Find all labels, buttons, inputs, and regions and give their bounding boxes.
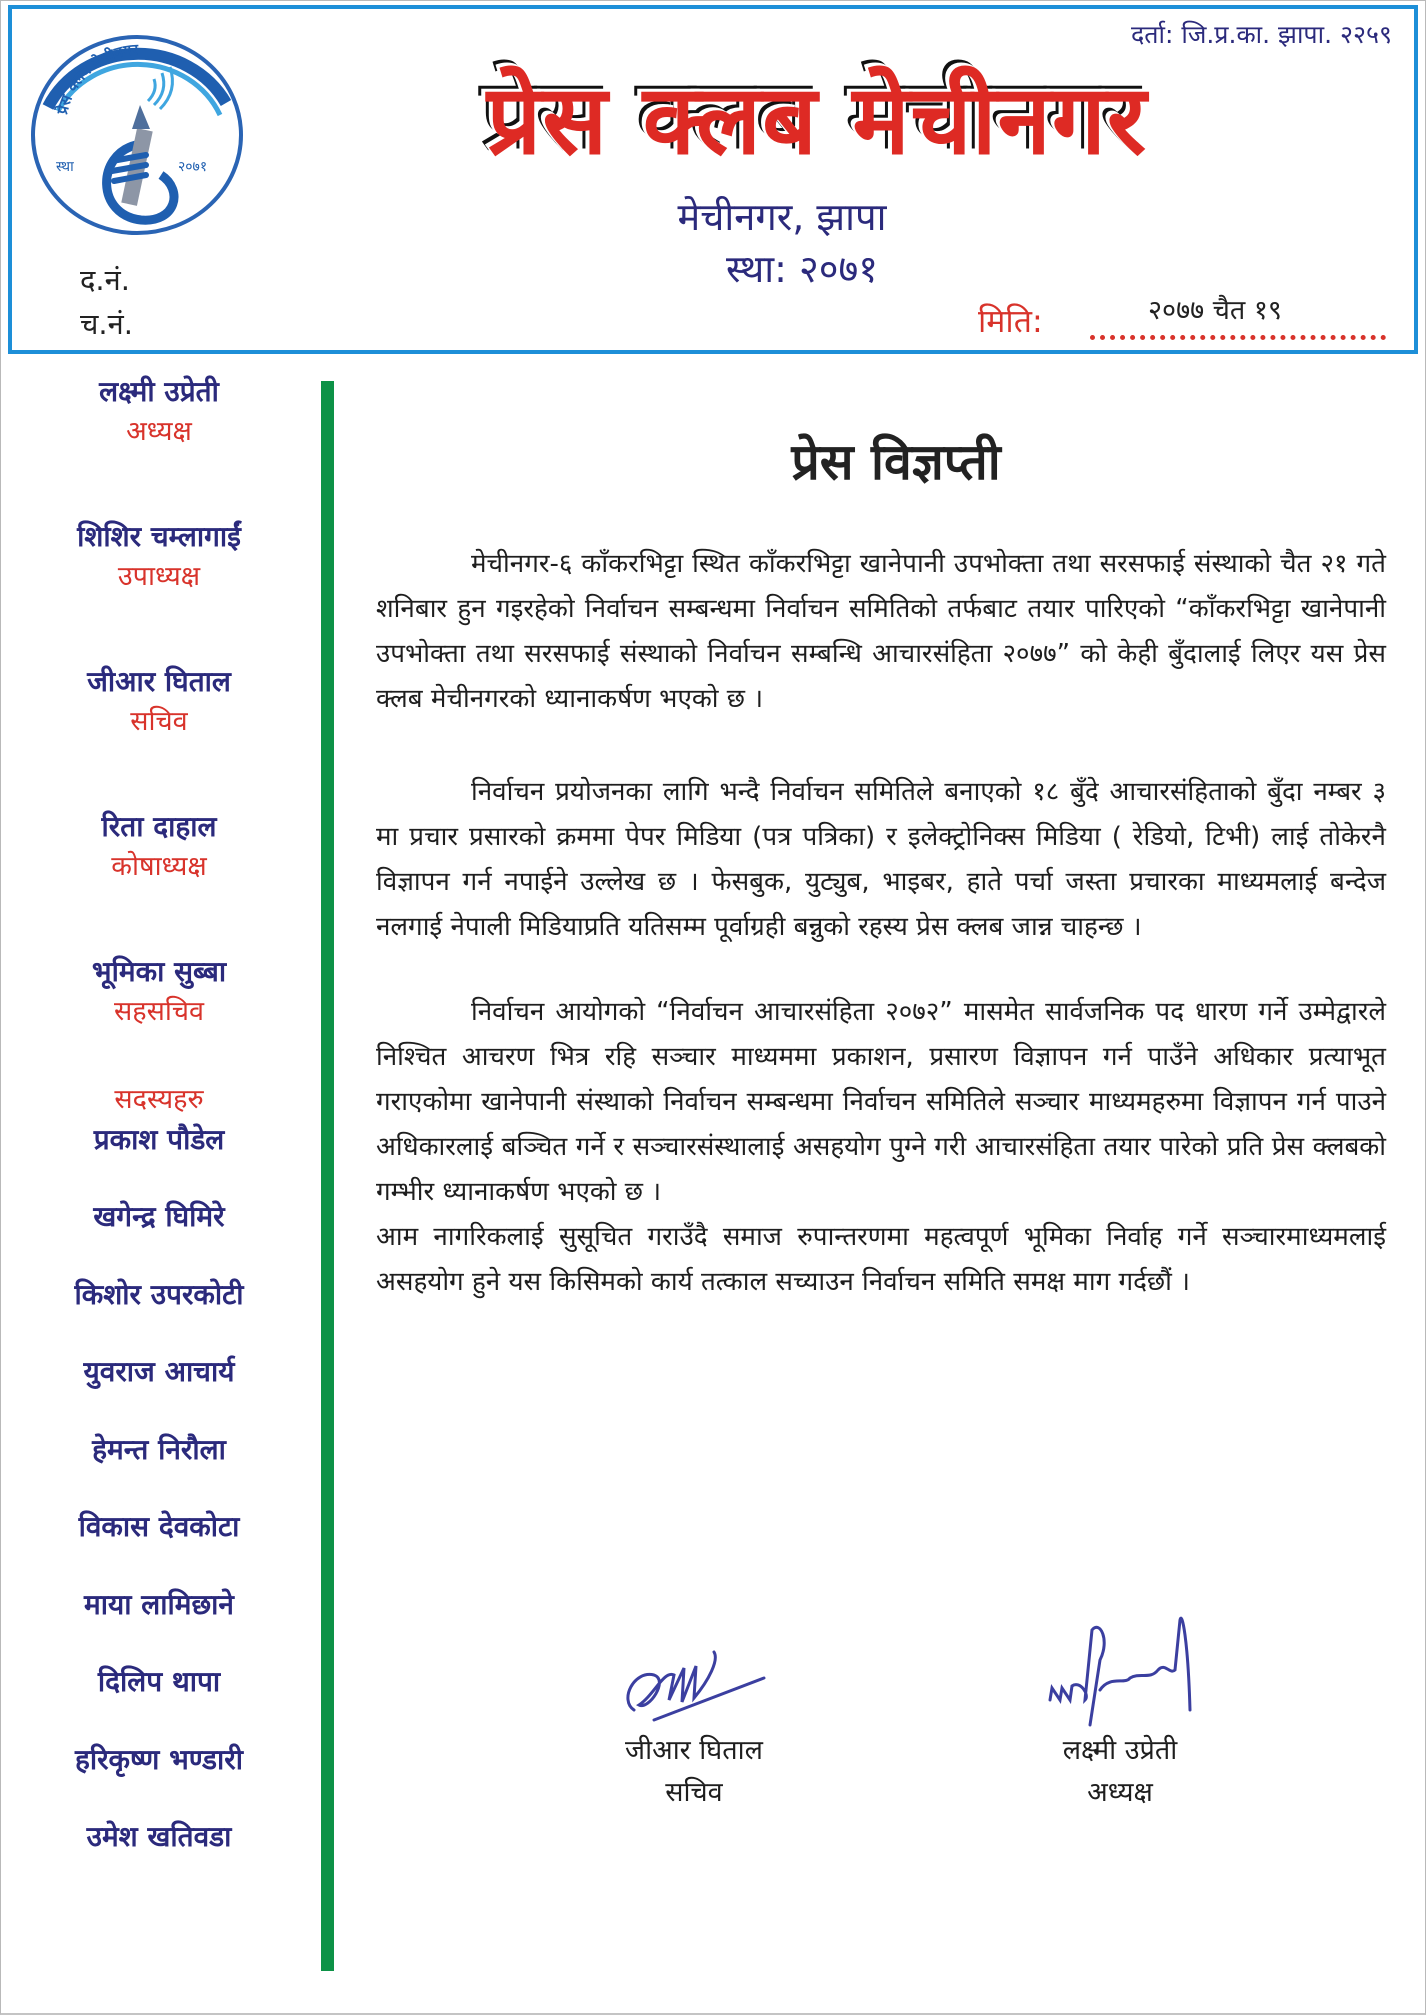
document-title: प्रेस विज्ञप्ती <box>791 433 1001 491</box>
signatory-role: अध्यक्ष <box>1087 1777 1153 1808</box>
vertical-divider <box>321 381 334 1971</box>
press-club-logo <box>26 25 248 239</box>
member-entry <box>14 1120 304 1197</box>
signature-secretary-image <box>614 1640 774 1730</box>
member-name: हरिकृष्ण भण्डारी <box>74 1742 243 1776</box>
logo-arc-text: प्रेस क्लब मेचीनगर <box>53 40 139 117</box>
date-label: मिति: <box>978 302 1043 340</box>
paragraph: निर्वाचन आयोगको “निर्वाचन आचारसंहिता २०७२” मासमेत सार्वजनिक पद धारण गर्ने उम्मेद्वारले निश्चित आचरण भित्र रहि सञ्चार माध्यममा प्रकाशन, प्रसारण विज्ञापन गर्न पाउँने अधिकार प्रत्याभूत गराएकोमा खानेपानी संस्थाको निर्वाचन सम्बन्धमा निर्वाचन समितिले सञ्चार माध्यमहरुमा विज्ञापन गर्न पाउने अधिकारलाई बञ्चित गर्ने र सञ्चारसंस्थालाई असहयोग पुग्ने गरी आचारसंहिता तयार पारेको प्रति प्रेस क्लबको गम्भीर ध्यानाकर्षण भएको छ । <box>376 997 1386 1207</box>
signatory-name: लक्ष्मी उप्रेती <box>1062 1735 1178 1766</box>
paragraph: आम नागरिकलाई सुसूचित गराउँदै समाज रुपान्तरणमा महत्वपूर्ण भूमिका निर्वाह गर्ने सञ्चारमाध्यमलाई असहयोग हुने यस किसिमको कार्य तत्काल सच्याउन निर्वाचन समिति समक्ष माग गर्दछौं । <box>376 1222 1386 1297</box>
date-dotted-line <box>1090 335 1386 340</box>
member-name: माया लामिछाने <box>84 1587 234 1621</box>
officer-role: कोषाध्यक्ष <box>111 851 207 882</box>
member-entry <box>14 1507 304 1585</box>
member-name: दिलिप थापा <box>97 1665 221 1698</box>
member-name: विकास देवकोटा <box>78 1510 240 1543</box>
officer-entry <box>14 952 304 1052</box>
office-bearers-sidebar <box>14 372 304 1895</box>
officer-name: शिशिर चम्लागाईं <box>77 520 241 553</box>
member-entry <box>14 1740 304 1818</box>
signatory-name: जीआर घिताल <box>625 1735 763 1766</box>
letterhead <box>8 5 1418 354</box>
member-name: युवराज आचार्य <box>83 1355 235 1388</box>
member-name: खगेन्द्र घिमिरे <box>93 1200 225 1233</box>
club-location: मेचीनगर, झापा <box>677 195 887 239</box>
signature-block-president <box>990 1600 1250 1814</box>
signatory-role: सचिव <box>665 1777 723 1808</box>
member-name: प्रकाश पौडेल <box>93 1123 225 1156</box>
date-row <box>978 293 1402 345</box>
member-entry <box>14 1662 304 1740</box>
officer-entry <box>14 662 304 807</box>
date-value: २०७७ चैत १९ <box>1148 295 1282 326</box>
club-name-title: प्रेस क्लब मेचीनगर <box>486 64 1148 176</box>
officer-role: उपाध्यक्ष <box>117 561 201 592</box>
officer-role: सहसचिव <box>114 996 204 1027</box>
signature-block-secretary <box>564 1640 824 1814</box>
member-name: हेमन्त निरौला <box>92 1432 226 1466</box>
member-entry <box>14 1197 304 1275</box>
member-entry <box>14 1585 304 1663</box>
member-name: उमेश खतिवडा <box>86 1820 232 1853</box>
officer-role: सचिव <box>130 706 188 737</box>
officer-name: जीआर घिताल <box>87 665 231 698</box>
signature-president-image <box>1030 1600 1210 1730</box>
paragraph: मेचीनगर-६ काँकरभिट्टा स्थित काँकरभिट्टा खानेपानी उपभोक्ता तथा सरसफाई संस्थाको चैत २१ गते शनिबार हुन गइरहेको निर्वाचन सम्बन्धमा निर्वाचन समितिको तर्फबाट तयार पारिएको “काँकरभिट्टा खानेपानी उपभोक्ता तथा सरसफाई संस्थाको निर्वाचन सम्बन्धि आचारसंहिता २०७७” को केही बुँदालाई लिएर यस प्रेस क्लब मेचीनगरको ध्यानाकर्षण भएको छ । <box>376 549 1386 714</box>
officer-name: लक्ष्मी उप्रेती <box>99 375 219 408</box>
officer-role: अध्यक्ष <box>126 416 192 447</box>
press-release-body <box>376 420 1386 1305</box>
logo-right-text: २०७१ <box>178 159 208 175</box>
officer-entry <box>14 372 304 517</box>
paragraph: निर्वाचन प्रयोजनका लागि भन्दै निर्वाचन समितिले बनाएको १८ बुँदे आचारसंहिताको बुँदा नम्बर ३ मा प्रचार प्रसारको क्रममा पेपर मिडिया (पत्र पत्रिका) र इलेक्ट्रोनिक्स मिडिया ( रेडियो, टिभी) लाई तोकेरनै विज्ञापन गर्न नपाईने उल्लेख छ । फेसबुक, युट्युब, भाइबर, हाते पर्चा जस्ता प्रचारका माध्यमलाई बन्देज नलगाई नेपाली मिडियाप्रति यतिसम्म पूर्वाग्रही बन्नुको रहस्य प्रेस क्लब जान्न चाहन्छ । <box>376 777 1386 942</box>
member-entry <box>14 1817 304 1895</box>
registration-number: दर्ता: जि.प्र.का. झापा. २२५९ <box>1130 20 1392 49</box>
officer-name: भूमिका सुब्बा <box>91 955 227 988</box>
members-heading: सदस्यहरु <box>114 1084 204 1115</box>
established-year: स्था: २०७१ <box>725 247 879 291</box>
officer-name: रिता दाहाल <box>101 810 217 843</box>
member-name: किशोर उपरकोटी <box>74 1277 244 1311</box>
logo-left-text: स्था <box>56 159 74 175</box>
member-entry <box>14 1352 304 1430</box>
member-entry <box>14 1275 304 1353</box>
dispatch-number-label: द.नं. <box>80 263 130 297</box>
reference-number-label: च.नं. <box>80 307 133 341</box>
officer-entry <box>14 807 304 952</box>
officer-entry <box>14 517 304 662</box>
member-entry <box>14 1430 304 1508</box>
